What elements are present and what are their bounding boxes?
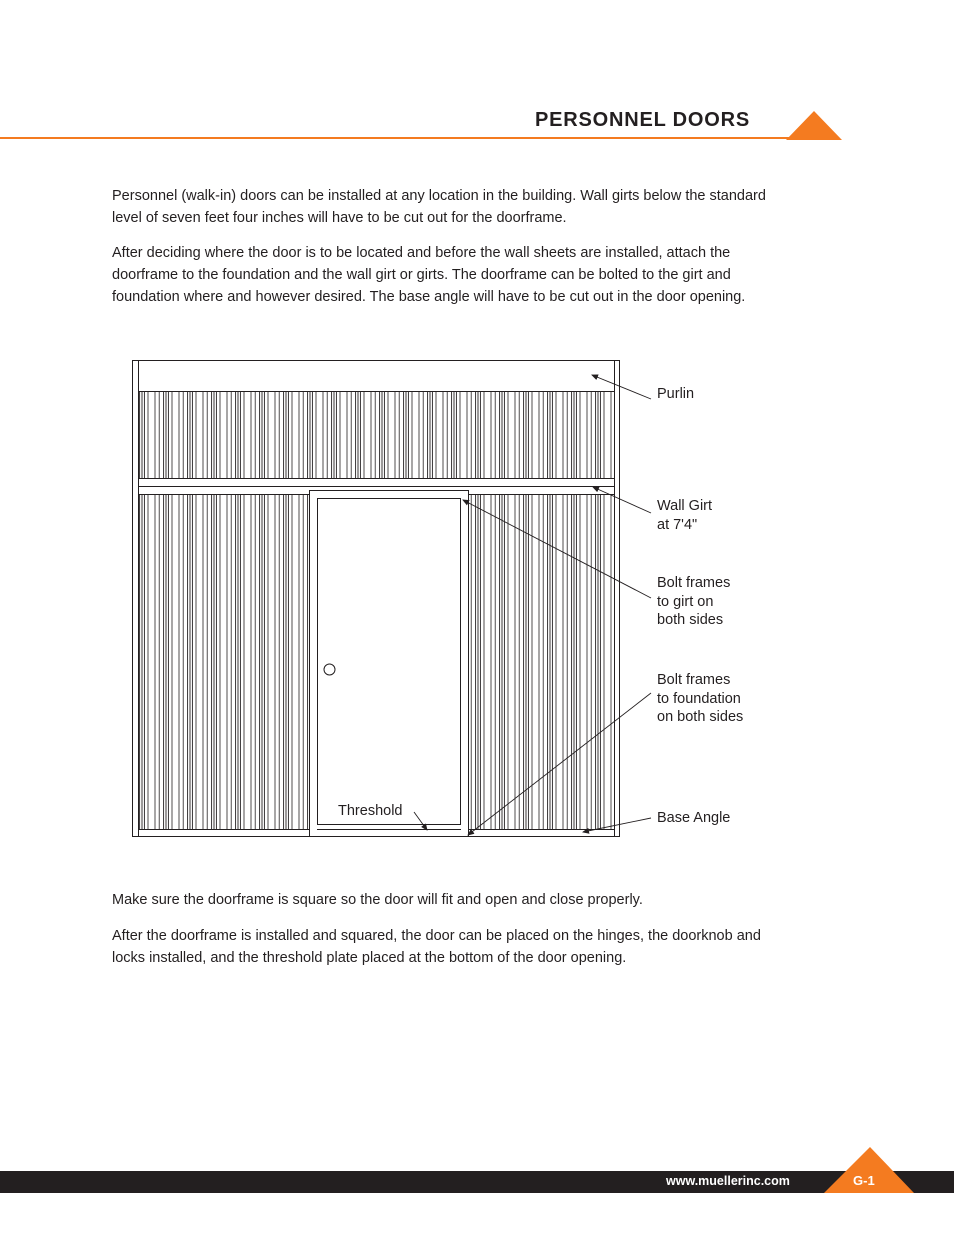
doorknob (324, 664, 335, 675)
footer-url-link[interactable]: www.muellerinc.com (666, 1174, 790, 1188)
wall-sheeting-right (469, 495, 614, 830)
wall-sheeting-upper (139, 391, 614, 478)
intro-paragraph-1: Personnel (walk-in) doors can be installed at any location in the building. Wall girts below the standard level of seven feet four inches will have to be cut out for the doorframe. (112, 188, 766, 226)
bolt-girt-label-line3: both sides (657, 612, 724, 628)
door-leaf (318, 499, 461, 825)
footer-bar (0, 1171, 954, 1193)
closing-paragraph-1: Make sure the doorframe is square so the door will fit and open and close properly. (112, 892, 643, 908)
purlin-label: Purlin (657, 386, 695, 402)
bolt-foundation-label-line1: Bolt frames (657, 672, 731, 688)
header-rule (0, 137, 822, 139)
closing-paragraph-2: After the doorframe is installed and squared, the door can be placed on the hinges, the doorknob and locks installed, and the threshold plate placed at the bottom of the door opening. (112, 928, 761, 966)
wall-sheeting-left (139, 495, 310, 830)
bolt-foundation-label-line2: to foundation (657, 691, 741, 707)
door-diagram-drawing (0, 340, 954, 860)
base-angle-label: Base Angle (657, 810, 731, 826)
door-diagram (0, 340, 954, 860)
bolt-foundation-label-line3: on both sides (657, 709, 744, 725)
page-title: PERSONNEL DOORS (535, 109, 750, 131)
wall-girt-label-line1: Wall Girt (657, 498, 713, 514)
threshold-label: Threshold (338, 803, 403, 819)
page-number: G-1 (853, 1173, 875, 1188)
wall-girt-label-line2: at 7'4" (657, 517, 698, 533)
bolt-girt-label-line1: Bolt frames (657, 575, 731, 591)
bolt-girt-label-line2: to girt on (657, 594, 714, 610)
header-triangle-icon (786, 111, 842, 140)
intro-paragraph-2: After deciding where the door is to be located and before the wall sheets are installed, attach the doorframe to the foundation and the wall girt or girts. The doorframe can be bolted to the girt and foundation where and however desired. The base angle will have to be cut out in the door opening. (112, 245, 746, 305)
